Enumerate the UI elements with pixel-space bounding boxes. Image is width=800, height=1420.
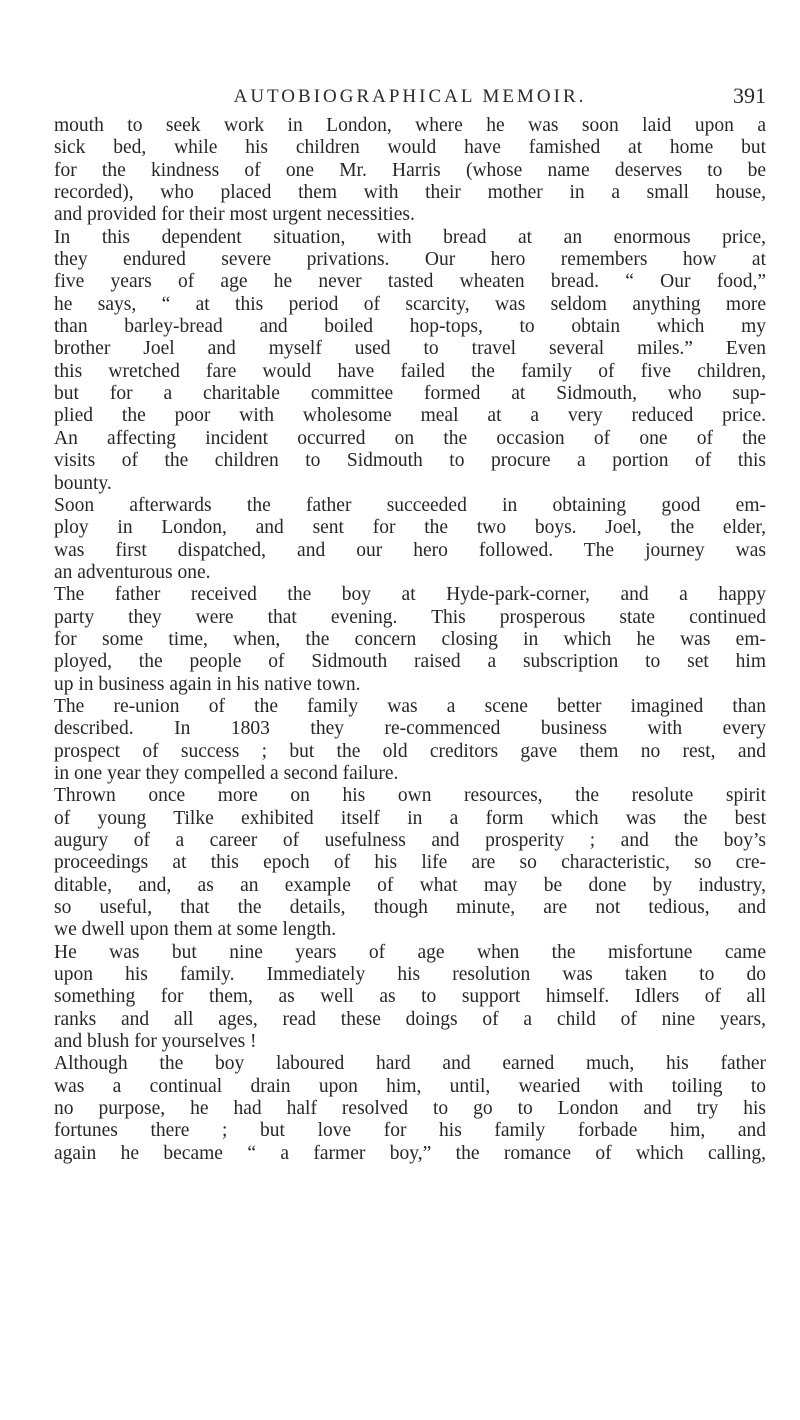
- text-line: again he became “ a farmer boy,” the romance of which calling,: [54, 1142, 766, 1164]
- text-line: up in business again in his native town.: [54, 673, 361, 695]
- text-line: mouth to seek work in London, where he was soon laid upon a: [54, 115, 766, 136]
- text-line: ranks and all ages, read these doings of a child of nine years,: [54, 1008, 766, 1030]
- text-line: he says, “ at this period of scarcity, was seldom anything more: [54, 293, 766, 315]
- text-line: brother Joel and myself used to travel several miles.” Even: [54, 338, 766, 360]
- text-line: so useful, that the details, though minute, are not tedious, and: [54, 897, 766, 919]
- text-line: bounty.: [54, 472, 112, 494]
- text-line: no purpose, he had half resolved to go to London and try his: [54, 1098, 766, 1120]
- page-number: 391: [733, 83, 766, 108]
- text-line: and blush for yourselves !: [54, 1031, 257, 1053]
- text-line: recorded), who placed them with their mother in a small house,: [54, 182, 766, 204]
- text-line: The re-union of the family was a scene better imagined than: [54, 695, 766, 717]
- text-line: In this dependent situation, with bread at an enormous price,: [54, 226, 766, 248]
- text-line: Thrown once more on his own resources, the resolute spirit: [54, 785, 766, 807]
- text-line: ployed, the people of Sidmouth raised a subscription to set him: [54, 651, 766, 673]
- text-line: The father received the boy at Hyde-park-corner, and a happy: [54, 584, 766, 606]
- text-line: for the kindness of one Mr. Harris (whose name deserves to be: [54, 159, 766, 181]
- text-line: described. In 1803 they re-commenced business with every: [54, 718, 766, 740]
- text-line: but for a charitable committee formed at Sidmouth, who sup-: [54, 383, 766, 405]
- text-line: ploy in London, and sent for the two boys. Joel, the elder,: [54, 517, 766, 539]
- text-line: of young Tilke exhibited itself in a form which was the best: [54, 807, 766, 829]
- text-line: Although the boy laboured hard and earned much, his father: [54, 1053, 766, 1075]
- text-line: sick bed, while his children would have famished at home but: [54, 137, 766, 159]
- running-title: AUTOBIOGRAPHICAL MEMOIR.: [233, 86, 587, 107]
- text-line: party they were that evening. This prosperous state continued: [54, 606, 766, 628]
- text-line: an adventurous one.: [54, 561, 211, 583]
- text-line: ditable, and, as an example of what may be done by industry,: [54, 874, 766, 896]
- running-head: [54, 72, 766, 106]
- text-line: Soon afterwards the father succeeded in obtaining good em-: [54, 494, 766, 516]
- text-line: proceedings at this epoch of his life are so characteristic, so cre-: [54, 852, 766, 874]
- text-line: fortunes there ; but love for his family forbade him, and: [54, 1120, 766, 1142]
- text-line: augury of a career of usefulness and prosperity ; and the boy’s: [54, 830, 766, 851]
- text-line: than barley-bread and boiled hop-tops, to obtain which my: [54, 316, 766, 338]
- book-page: [54, 72, 766, 1165]
- text-line: they endured severe privations. Our hero remembers how at: [54, 249, 766, 271]
- text-line: for some time, when, the concern closing in which he was em-: [54, 628, 766, 650]
- text-line: five years of age he never tasted wheaten bread. “ Our food,”: [54, 271, 766, 293]
- text-line: something for them, as well as to support himself. Idlers of all: [54, 986, 766, 1008]
- text-line: visits of the children to Sidmouth to procure a portion of this: [54, 450, 766, 472]
- text-line: was a continual drain upon him, until, wearied with toiling to: [54, 1075, 766, 1097]
- text-line: in one year they compelled a second failure.: [54, 762, 399, 784]
- text-line: we dwell upon them at some length.: [54, 919, 337, 941]
- text-line: was first dispatched, and our hero followed. The journey was: [54, 539, 766, 561]
- text-line: and provided for their most urgent necessities.: [54, 204, 415, 226]
- text-line: An affecting incident occurred on the occasion of one of the: [54, 427, 766, 449]
- body-text: [54, 115, 766, 1165]
- text-line: this wretched fare would have failed the family of five children,: [54, 360, 766, 382]
- text-line: upon his family. Immediately his resolution was taken to do: [54, 964, 766, 986]
- text-line: He was but nine years of age when the misfortune came: [54, 941, 766, 963]
- text-line: prospect of success ; but the old creditors gave them no rest, and: [54, 740, 766, 762]
- text-line: plied the poor with wholesome meal at a very reduced price.: [54, 405, 766, 427]
